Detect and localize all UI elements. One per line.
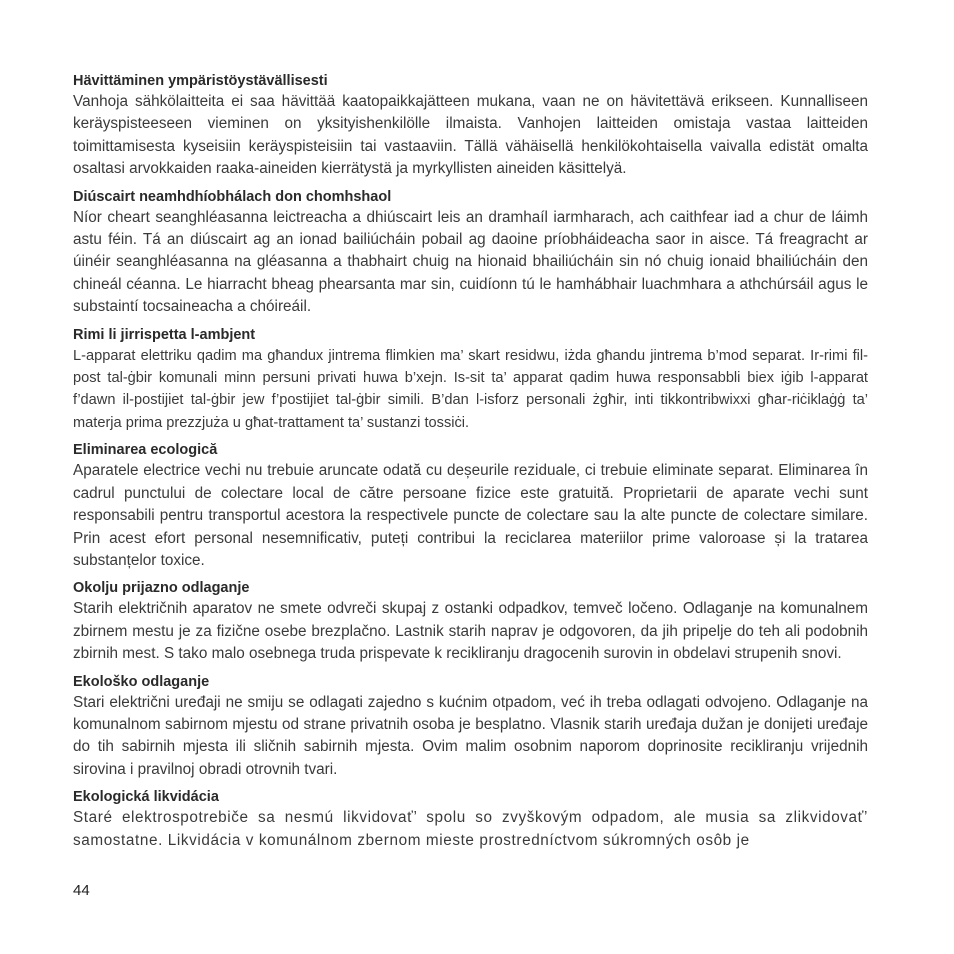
section-text: Stari električni uređaji ne smiju se odlagati zajedno s kućnim otpadom, već ih treba odlagati odvojeno. Odlaganje na komunalnom sabirnom mjestu od strane privatnih osoba je besplatno. Vlasnik starih uređaja dužan je donijeti uređaje do tih sabirnih mjesta ili sličnih sabirnih mjesta. Ovim malim osobnim naporom doprinosite recikliranju vrijednih sirovina i pravilnoj obradi otrovnih tvari. <box>73 693 868 778</box>
section-heading: Rimi li jirrispetta l-ambjent <box>73 326 256 343</box>
section-heading: Diúscairt neamhdhíobhálach don chomhshaol <box>73 188 392 205</box>
section-heading: Ekološko odlaganje <box>73 673 210 690</box>
section-text: Aparatele electrice vechi nu trebuie aruncate odată cu deșeurile reziduale, ci trebuie eliminate separat. Eliminarea în cadrul punctului de colectare local de către persoane fizice este gratuită. Proprietarii de aparate vechi sunt responsabili pentru transportul acestora la respectivele puncte de colectare sau la alte puncte de colectare similare. Prin acest efort personal nesemnificativ, puteți contribui la reciclarea materiilor prime valoroase și la tratarea substanțelor toxice. <box>73 462 868 569</box>
section-text: L-apparat elettriku qadim ma għandux jintrema flimkien ma’ skart residwu, iżda għandu jintrema b’mod separat. Ir-rimi fil-post tal-ġbir komunali minn persuni privati huwa b’xejn. Is-sit ta’ apparat qadim huwa responsabbli biex iġib l-apparat f’dawn il-postijiet tal-ġbir jew f’postijiet tal-ġbir simili. B’dan l-isforz personali żgħir, inti tikkontribwixxi għar-riċiklaġġ ta’ materja prima prezzjuża u għat-trattament ta’ sustanzi tossiċi. <box>73 347 868 431</box>
section-text: Starih električnih aparatov ne smete odvreči skupaj z ostanki odpadkov, temveč ločeno. Odlaganje na komunalnem zbirnem mestu je za fizične osebe brezplačno. Lastnik starih naprav je odgovoren, da jih pripelje do teh ali podobnih zbirnih mest. S tako malo osebnega truda prispevate k recikliranju dragocenih surovin in obdelavi strupenih snovi. <box>73 600 868 663</box>
section-text: Vanhoja sähkölaitteita ei saa hävittää kaatopaikkajätteen mukana, vaan ne on hävitettävä erikseen. Kunnalliseen keräyspisteeseen vieminen on yksityishenkilölle ilmaista. Vanhojen laitteiden omistaja vastaa laitteiden toimittamisesta kyseisiin keräyspisteisiin tai vastaaviin. Tällä vähäisellä henkilökohtaisella vaivalla edistät omalta osaltasi arvokkaiden raaka-aineiden kierrätystä ja myrkyllisten aineiden käsittelyä. <box>73 93 868 178</box>
page-number: 44 <box>73 882 90 899</box>
section-heading: Eliminarea ecologică <box>73 442 218 459</box>
section-heading: Hävittäminen ympäristöystävällisesti <box>73 73 328 89</box>
section-slovenian <box>73 579 868 665</box>
section-text: Staré elektrospotrebiče sa nesmú likvidovať’ spolu so zvyškovým odpadom, ale musia sa zlikvidovať’ samostatne. Likvidácia v komunálnom zbernom mieste prostredníctvom súkromných osôb je <box>73 809 868 849</box>
section-finnish <box>73 72 868 181</box>
section-heading: Ekologická likvidácia <box>73 789 219 806</box>
document-page <box>73 72 868 859</box>
section-romanian <box>73 441 868 572</box>
section-irish <box>73 188 868 319</box>
section-text: Níor cheart seanghléasanna leictreacha a dhiúscairt leis an dramhaíl iarmharach, ach caithfear iad a chur de láimh astu féin. Tá an diúscairt ag an ionad bailiúcháin pobail ag daoine príobháideacha saor in aisce. Tá freagracht ar úinéir seanghléasanna na gléasanna a thabhairt chuig na hionaid bhailiúcháin sin nó chuig ionaid bhailiúcháin den chineál céanna. Le hiarracht bheag phearsanta mar sin, cuidíonn tú le hamhábhair luachmhara a athchúrsáil agus le substaintí tocsaineacha a chóireáil. <box>73 208 868 316</box>
section-slovak <box>73 788 868 852</box>
section-maltese <box>73 326 868 435</box>
section-heading: Okolju prijazno odlaganje <box>73 580 250 597</box>
section-croatian <box>73 673 868 782</box>
